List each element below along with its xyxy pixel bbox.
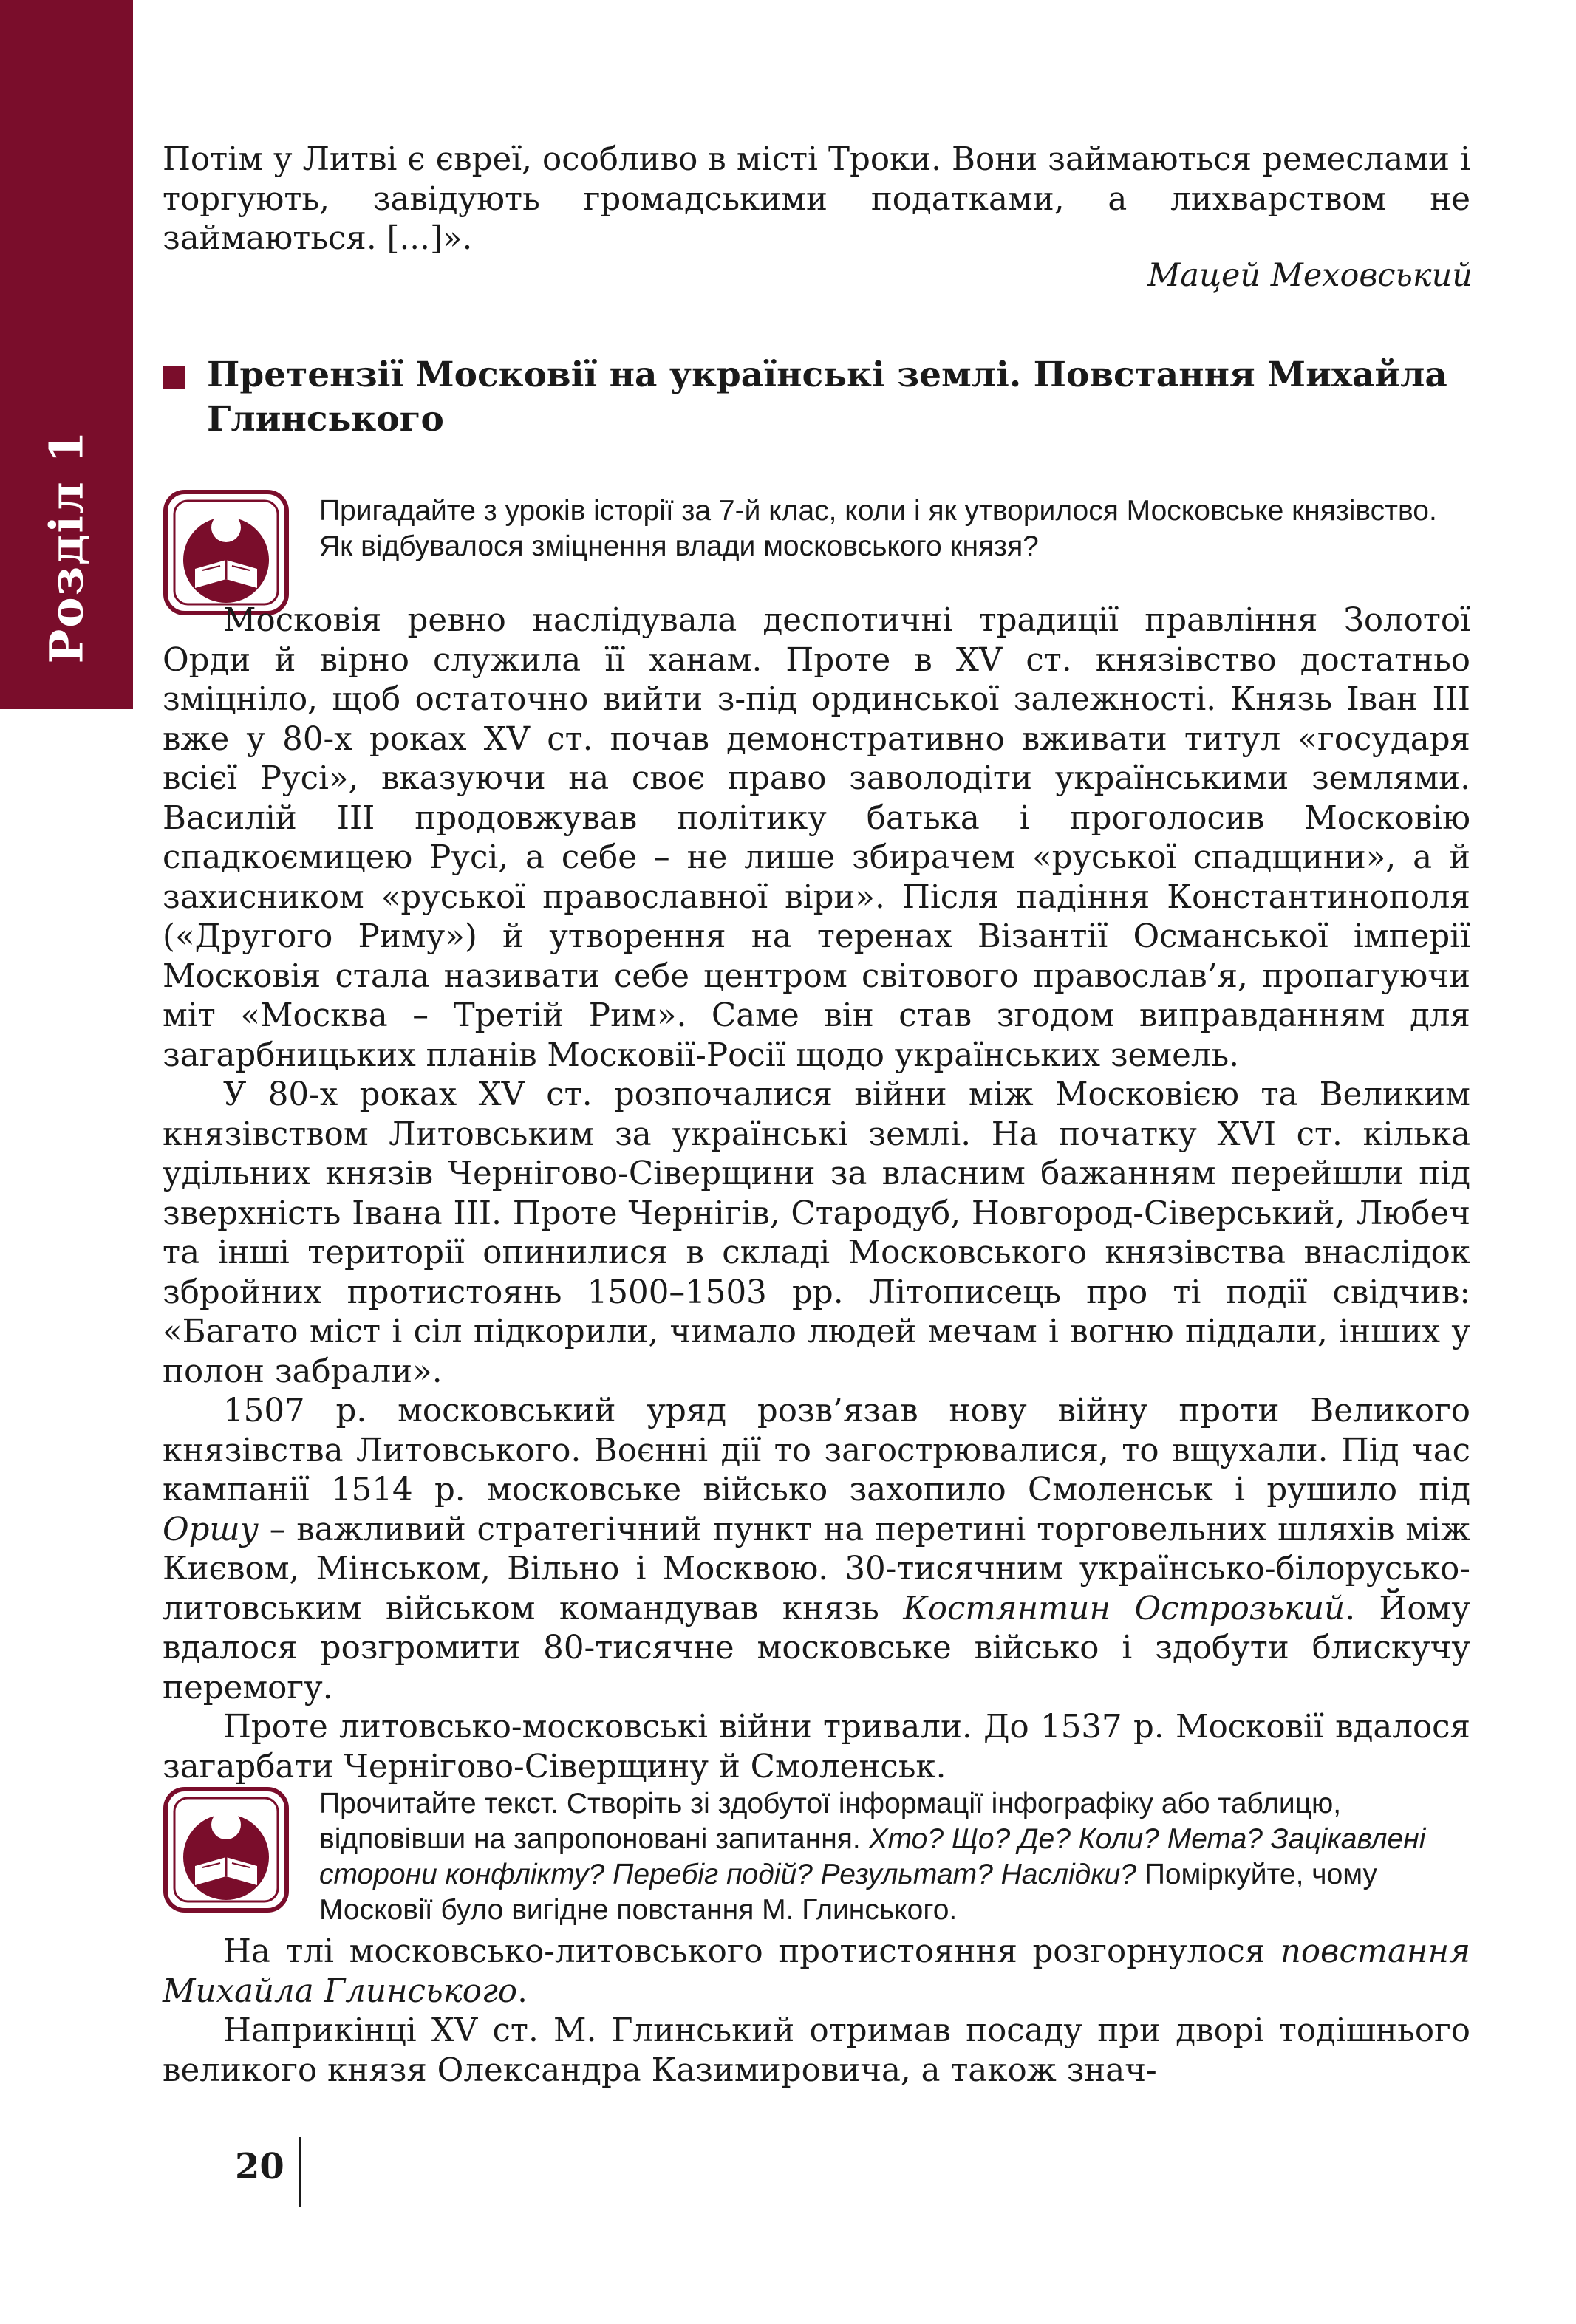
paragraph-4: Проте литовсько-московські війни тривали. До 1537 р. Московії вдалося загарбати Чернігово-Сіверщину й Смоленськ. <box>163 1709 1470 1785</box>
paragraph-3-part-2: – важливий стратегічний пункт на перетині торговельних шляхів між Києвом, Мінськом, Вільно і Москвою. 30-тисячним українсько-білорусько-литовським військом командував князь <box>163 1511 1470 1627</box>
paragraph-6: Наприкінці XV ст. М. Глинський отримав посаду при дворі тодішнього великого князя Олександра Казимировича, а також знач- <box>163 2012 1470 2089</box>
quote-text: Потім у Литві є євреї, особливо в місті Троки. Вони займаються ремеслами і торгують, завідують громадськими податками, а лихварством не займаються. [...]». <box>163 141 1470 257</box>
task-infographic-questions: Хто? Що? Де? Коли? Мета? Зацікавлені сторони конфлікту? Перебіг подій? Результат? Наслідки? <box>319 1823 1426 1890</box>
reading-student-icon <box>163 489 290 616</box>
quote-author: Мацей Меховський <box>1147 257 1473 294</box>
term-glynsky-uprising: повстання Михайла Глинського <box>163 1933 1470 2010</box>
main-text <box>163 601 1470 1787</box>
paragraph-1: Московія ревно наслідувала деспотичні традиції правління Золотої Орди й вірно служила її ханам. Проте в XV ст. князівство достатньо зміцніло, щоб остаточно вийти з-під ординської залежності. Князь Іван ІІІ вже у 80-х роках XV ст. почав демонстративно вживати титул «государя всієї Русі», вказуючи на своє право заволодіти українськими землями. Василій ІІІ продовжував політику батька і проголосив Московію спадкоємицею Русі, а себе – не лише збирачем «руської спадщини», а й захисником «руської православної віри». Після падіння Константинополя («Другого Риму») й утворення на теренах Візантії Османської імперії Московія стала називати себе центром світового православ’я, пропагуючи міт «Москва – Третій Рим». Саме він став згодом виправданням для загарбницьких планів Московії-Росії щодо українських земель. <box>163 602 1470 1074</box>
paragraph-3-part-1: 1507 р. московський уряд розв’язав нову війну проти Великого князівства Литовського. Воєнні дії то загострювалися, то вщухали. Під час кампанії 1514 р. московське військо захопило Смоленськ і рушило під <box>163 1392 1470 1508</box>
paragraph-5-part-2: . <box>517 1972 528 2010</box>
paragraph-3-part-3: . Йому вдалося розгромити 80-тисячне московське військо і здобути блискучу перемогу. <box>163 1590 1470 1706</box>
section-bullet-icon <box>163 366 185 389</box>
task-infographic <box>319 1786 1472 1928</box>
closing-text <box>163 1932 1470 2091</box>
paragraph-2: У 80-х роках XV ст. розпочалися війни між Московією та Великим князівством Литовським за українські землі. На початку XVI ст. кілька удільних князів Чернігово-Сіверщини за власним бажанням перейшли під зверхність Івана ІІІ. Проте Чернігів, Стародуб, Новгород-Сіверський, Любеч та інші території опинилися в складі Московського князівства внаслідок збройних протистоянь 1500–1503 рр. Літописець про ті події свідчив: «Багато міст і сіл підкорили, чимало людей мечам і вогню піддали, інших у полон забрали». <box>163 1076 1470 1390</box>
term-ostrozky: Костянтин Острозький <box>903 1590 1345 1627</box>
term-orsha: Оршу <box>163 1511 259 1548</box>
paragraph-5 <box>163 1932 1470 2012</box>
chapter-label: Розділ 1 <box>39 429 94 664</box>
section-heading <box>163 353 1470 442</box>
task-recall: Пригадайте з уроків історії за 7-й клас, коли і як утворилося Московське князівство. Як відбувалося зміцнення влади московського князя? <box>319 495 1437 562</box>
chapter-sidebar <box>0 0 133 709</box>
task-infographic-intro: Прочитайте текст. Створіть зі здобутої інформації інфографіку або таблицю, відповівши на запропоновані запитання. <box>319 1788 1342 1855</box>
page-number: 20 <box>235 2146 284 2187</box>
section-title: Претензії Московії на українські землі. Повстання Михайла Глинського <box>207 355 1447 440</box>
quote-block <box>163 140 1470 259</box>
paragraph-5-part-1: На тлі московсько-литовського протистояння розгорнулося <box>223 1933 1280 1970</box>
reading-student-icon <box>163 1786 290 1913</box>
task-infographic-reflect: Поміркуйте, чому Московії було вигідне повстання М. Глинського. <box>319 1859 1378 1926</box>
paragraph-3 <box>163 1392 1470 1708</box>
page-number-divider <box>299 2137 301 2207</box>
